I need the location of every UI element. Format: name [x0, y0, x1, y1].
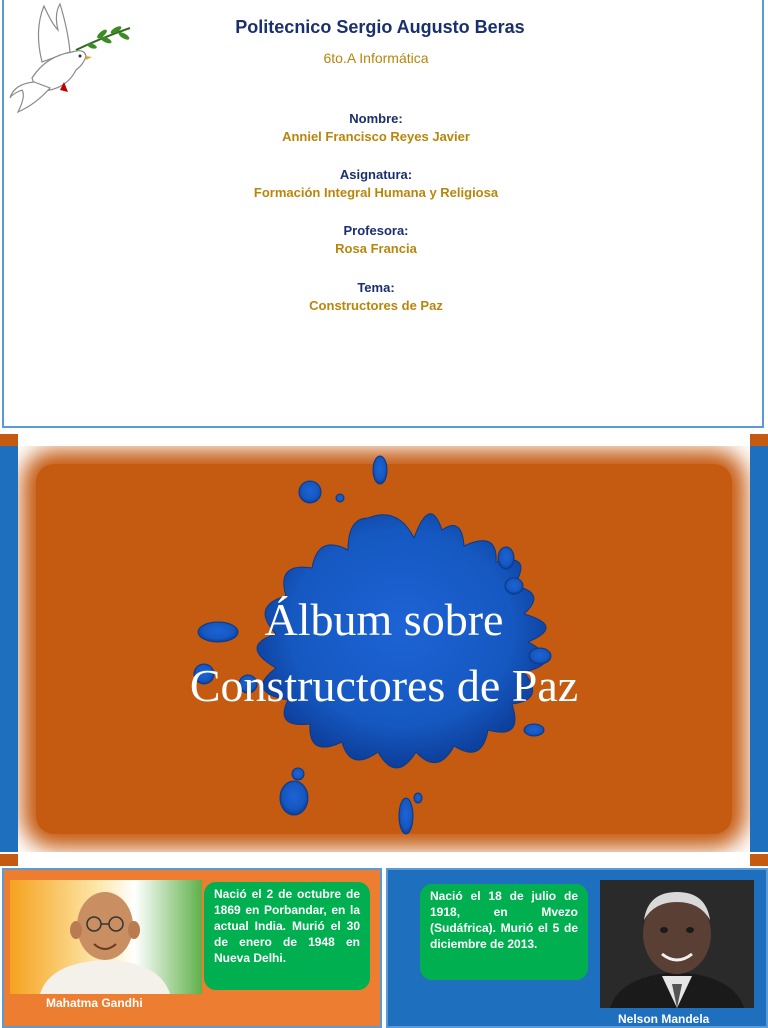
mandela-bio-bubble: Nació el 18 de julio de 1918, en Mvezo (Sudáfrica). Murió el 5 de diciembre de 2013.	[420, 884, 588, 980]
name-label: Nombre:	[349, 111, 403, 126]
album-title-line1: Álbum sobre	[264, 594, 504, 645]
subject-label: Asignatura:	[339, 167, 413, 182]
grade-label: 6to.A Informática	[323, 50, 429, 66]
gandhi-portrait-icon	[10, 880, 202, 994]
bio-card-gandhi	[2, 868, 382, 1028]
title-slide	[0, 446, 768, 852]
topic-label: Tema:	[357, 280, 395, 295]
name-value: Anniel Francisco Reyes Javier	[282, 129, 470, 144]
mandela-name: Nelson Mandela	[618, 1012, 710, 1026]
album-title-line2: Constructores de Paz	[189, 660, 579, 711]
gandhi-bio-bubble: Nació el 2 de octubre de 1869 en Porbandar, en la actual India. Murió el 30 de enero de 1948 en Nueva Delhi.	[204, 882, 370, 990]
topic-value: Constructores de Paz	[309, 298, 443, 313]
separator-corner	[0, 854, 18, 866]
gandhi-name: Mahatma Gandhi	[46, 996, 143, 1010]
separator-corner	[750, 434, 768, 446]
separator-corner	[750, 854, 768, 866]
cover-page	[0, 0, 768, 432]
separator-corner	[0, 434, 18, 446]
title-slide-inner	[18, 446, 750, 852]
teacher-value: Rosa Francia	[335, 241, 417, 256]
biographies-page	[0, 866, 768, 1024]
mandela-portrait-icon	[600, 880, 754, 1008]
school-name: Politecnico Sergio Augusto Beras	[235, 17, 525, 37]
subject-value: Formación Integral Humana y Religiosa	[253, 185, 499, 200]
bio-card-mandela	[386, 868, 768, 1028]
teacher-label: Profesora:	[343, 223, 409, 238]
